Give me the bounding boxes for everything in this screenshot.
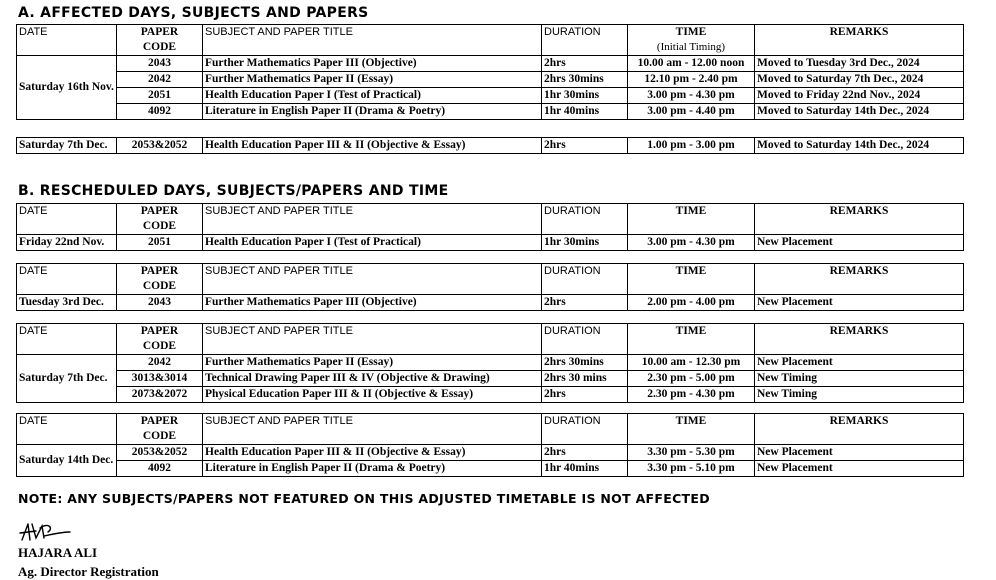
duration: 2hrs bbox=[542, 56, 628, 72]
time: 3.00 pm - 4.30 pm bbox=[628, 235, 755, 251]
duration: 2hrs 30mins bbox=[542, 72, 628, 88]
time: 2.30 pm - 4.30 pm bbox=[628, 387, 755, 403]
time: 3.00 pm - 4.40 pm bbox=[628, 104, 755, 120]
duration: 2hrs bbox=[542, 138, 628, 154]
header-time: TIME bbox=[628, 204, 755, 235]
duration: 1hr 40mins bbox=[542, 461, 628, 477]
remarks: New Placement bbox=[755, 235, 964, 251]
table-row bbox=[17, 104, 964, 120]
rescheduled-table-friday bbox=[16, 203, 964, 251]
table-row bbox=[17, 72, 964, 88]
paper-code: 2042 bbox=[117, 72, 203, 88]
duration: 2hrs bbox=[542, 295, 628, 311]
remarks: New Placement bbox=[755, 295, 964, 311]
paper-code: 2043 bbox=[117, 295, 203, 311]
header-date: DATE bbox=[17, 204, 117, 235]
paper-code: 3013&3014 bbox=[117, 371, 203, 387]
duration: 2hrs 30mins bbox=[542, 355, 628, 371]
header-paper-code: PAPER CODE bbox=[117, 414, 203, 445]
subject: Health Education Paper III & II (Objective & Essay) bbox=[203, 445, 542, 461]
header-date: DATE bbox=[17, 264, 117, 295]
remarks: Moved to Tuesday 3rd Dec., 2024 bbox=[755, 56, 964, 72]
header-date: DATE bbox=[17, 324, 117, 355]
row-date: Friday 22nd Nov. bbox=[17, 235, 117, 251]
header-remarks: REMARKS bbox=[755, 324, 964, 355]
remarks: New Placement bbox=[755, 461, 964, 477]
signature-image bbox=[18, 518, 88, 544]
row-date: Saturday 7th Dec. bbox=[17, 355, 117, 403]
header-time: TIME (Initial Timing) bbox=[628, 25, 755, 56]
header-date: DATE bbox=[17, 414, 117, 445]
remarks: New Timing bbox=[755, 387, 964, 403]
duration: 2hrs 30 mins bbox=[542, 371, 628, 387]
row-date: Saturday 16th Nov. bbox=[17, 56, 117, 120]
time: 2.00 pm - 4.00 pm bbox=[628, 295, 755, 311]
header-date: DATE bbox=[17, 25, 117, 56]
header-time: TIME bbox=[628, 324, 755, 355]
duration: 1hr 30mins bbox=[542, 235, 628, 251]
remarks: Moved to Saturday 14th Dec., 2024 bbox=[755, 138, 964, 154]
paper-code: 2053&2052 bbox=[117, 138, 203, 154]
paper-code: 2053&2052 bbox=[117, 445, 203, 461]
header-duration: DURATION bbox=[542, 25, 628, 56]
duration: 2hrs bbox=[542, 445, 628, 461]
time: 3.30 pm - 5.10 pm bbox=[628, 461, 755, 477]
time: 10.00 am - 12.00 noon bbox=[628, 56, 755, 72]
table-header-row bbox=[17, 414, 964, 445]
table-row bbox=[17, 56, 964, 72]
header-subject: SUBJECT AND PAPER TITLE bbox=[203, 324, 542, 355]
table-header-row bbox=[17, 264, 964, 295]
table-row bbox=[17, 295, 964, 311]
header-remarks: REMARKS bbox=[755, 264, 964, 295]
time: 3.30 pm - 5.30 pm bbox=[628, 445, 755, 461]
remarks: New Timing bbox=[755, 371, 964, 387]
time: 12.10 pm - 2.40 pm bbox=[628, 72, 755, 88]
affected-table bbox=[16, 24, 964, 120]
table-row bbox=[17, 371, 964, 387]
remarks: Moved to Saturday 14th Dec., 2024 bbox=[755, 104, 964, 120]
signatory-name: HAJARA ALI bbox=[18, 545, 98, 560]
paper-code: 2051 bbox=[117, 235, 203, 251]
table-row bbox=[17, 387, 964, 403]
remarks: New Placement bbox=[755, 355, 964, 371]
row-date: Saturday 7th Dec. bbox=[17, 138, 117, 154]
subject: Health Education Paper I (Test of Practical) bbox=[203, 88, 542, 104]
remarks: New Placement bbox=[755, 445, 964, 461]
header-paper-code: PAPER CODE bbox=[117, 25, 203, 56]
header-subject: SUBJECT AND PAPER TITLE bbox=[203, 414, 542, 445]
header-duration: DURATION bbox=[542, 204, 628, 235]
time: 10.00 am - 12.30 pm bbox=[628, 355, 755, 371]
time: 3.00 pm - 4.30 pm bbox=[628, 88, 755, 104]
remarks: Moved to Saturday 7th Dec., 2024 bbox=[755, 72, 964, 88]
table-row bbox=[17, 445, 964, 461]
paper-code: 4092 bbox=[117, 461, 203, 477]
paper-code: 2073&2072 bbox=[117, 387, 203, 403]
rescheduled-table-saturday-14 bbox=[16, 413, 964, 477]
paper-code: 4092 bbox=[117, 104, 203, 120]
header-duration: DURATION bbox=[542, 324, 628, 355]
row-date: Tuesday 3rd Dec. bbox=[17, 295, 117, 311]
subject: Further Mathematics Paper II (Essay) bbox=[203, 72, 542, 88]
subject: Literature in English Paper II (Drama & Poetry) bbox=[203, 104, 542, 120]
subject: Further Mathematics Paper III (Objective) bbox=[203, 295, 542, 311]
signatory-title: Ag. Director Registration bbox=[18, 564, 159, 579]
time: 2.30 pm - 5.00 pm bbox=[628, 371, 755, 387]
header-duration: DURATION bbox=[542, 414, 628, 445]
paper-code: 2042 bbox=[117, 355, 203, 371]
table-row bbox=[17, 235, 964, 251]
paper-code: 2051 bbox=[117, 88, 203, 104]
duration: 1hr 40mins bbox=[542, 104, 628, 120]
header-remarks: REMARKS bbox=[755, 414, 964, 445]
section-a-title: A. AFFECTED DAYS, SUBJECTS AND PAPERS bbox=[18, 5, 369, 21]
header-subject: SUBJECT AND PAPER TITLE bbox=[203, 25, 542, 56]
header-subject: SUBJECT AND PAPER TITLE bbox=[203, 204, 542, 235]
header-remarks: REMARKS bbox=[755, 204, 964, 235]
header-subject: SUBJECT AND PAPER TITLE bbox=[203, 264, 542, 295]
rescheduled-table-saturday-7 bbox=[16, 323, 964, 403]
section-b-title: B. RESCHEDULED DAYS, SUBJECTS/PAPERS AND TIME bbox=[18, 183, 449, 199]
header-time: TIME bbox=[628, 414, 755, 445]
remarks: Moved to Friday 22nd Nov., 2024 bbox=[755, 88, 964, 104]
paper-code: 2043 bbox=[117, 56, 203, 72]
table-row bbox=[17, 355, 964, 371]
table-row bbox=[17, 88, 964, 104]
subject: Health Education Paper I (Test of Practical) bbox=[203, 235, 542, 251]
header-paper-code: PAPER CODE bbox=[117, 264, 203, 295]
subject: Further Mathematics Paper III (Objective) bbox=[203, 56, 542, 72]
subject: Technical Drawing Paper III & IV (Objective & Drawing) bbox=[203, 371, 542, 387]
table-row bbox=[17, 138, 964, 154]
subject: Physical Education Paper III & II (Objective & Essay) bbox=[203, 387, 542, 403]
table-header-row bbox=[17, 204, 964, 235]
header-duration: DURATION bbox=[542, 264, 628, 295]
note-text: NOTE: ANY SUBJECTS/PAPERS NOT FEATURED ON THIS ADJUSTED TIMETABLE IS NOT AFFECTED bbox=[18, 491, 710, 506]
header-paper-code: PAPER CODE bbox=[117, 204, 203, 235]
rescheduled-table-tuesday bbox=[16, 263, 964, 311]
duration: 1hr 30mins bbox=[542, 88, 628, 104]
subject: Health Education Paper III & II (Objective & Essay) bbox=[203, 138, 542, 154]
header-time: TIME bbox=[628, 264, 755, 295]
table-header-row bbox=[17, 324, 964, 355]
header-remarks: REMARKS bbox=[755, 25, 964, 56]
row-date: Saturday 14th Dec. bbox=[17, 445, 117, 477]
duration: 2hrs bbox=[542, 387, 628, 403]
time: 1.00 pm - 3.00 pm bbox=[628, 138, 755, 154]
table-header-row bbox=[17, 25, 964, 56]
header-paper-code: PAPER CODE bbox=[117, 324, 203, 355]
table-row bbox=[17, 461, 964, 477]
subject: Literature in English Paper II (Drama & Poetry) bbox=[203, 461, 542, 477]
affected-table-2 bbox=[16, 137, 964, 154]
subject: Further Mathematics Paper II (Essay) bbox=[203, 355, 542, 371]
